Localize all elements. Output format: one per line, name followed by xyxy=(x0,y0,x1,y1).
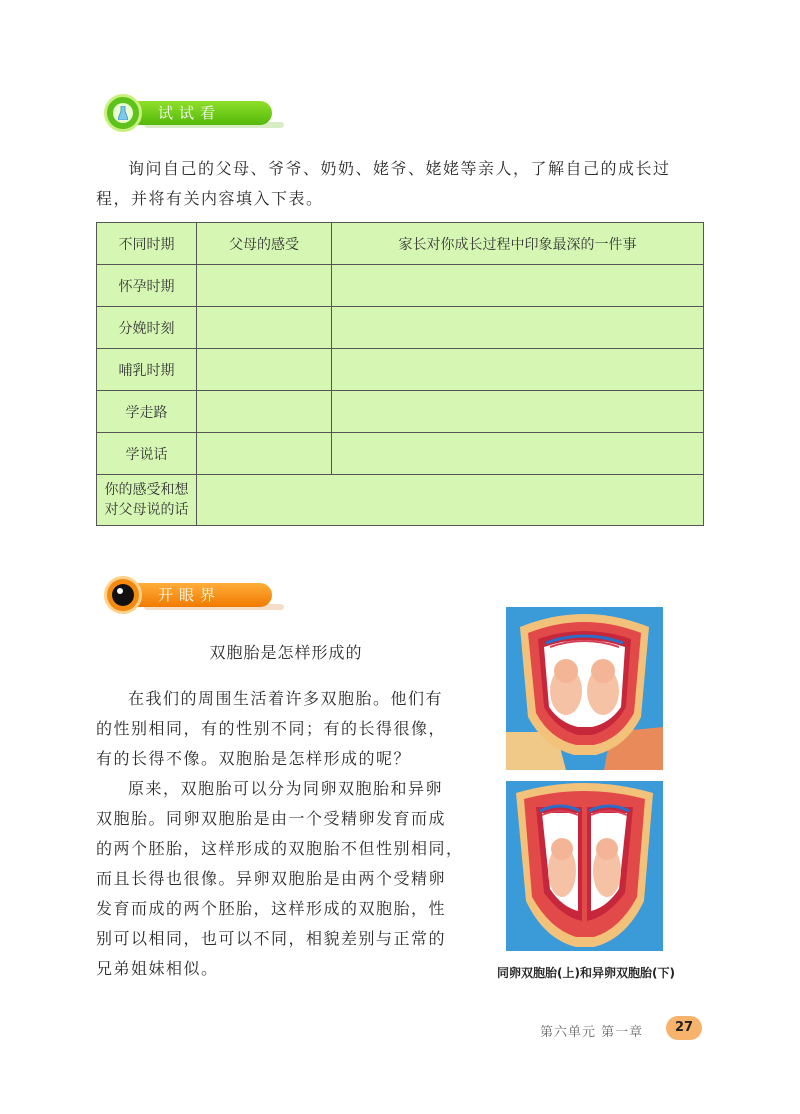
table-row xyxy=(97,391,704,433)
try-intro-line-2: 程，并将有关内容填入下表。 xyxy=(96,189,324,208)
table-row-label-message xyxy=(97,475,197,526)
chapter-label: 第六单元 第一章 xyxy=(540,1025,644,1040)
broaden-horizons-badge-label: 开眼界 xyxy=(122,583,272,607)
table-cell-feeling[interactable] xyxy=(197,265,332,307)
illustration-caption: 同卵双胞胎(上)和异卵双胞胎(下) xyxy=(497,966,675,980)
table-header-memorable-event: 家长对你成长过程中印象最深的一件事 xyxy=(332,223,704,265)
table-header-row xyxy=(97,223,704,265)
flask-icon xyxy=(104,94,142,132)
table-header-period: 不同时期 xyxy=(97,223,197,265)
paragraph-2-line-4: 而且长得也很像。异卵双胞胎是由两个受精卵 xyxy=(96,869,447,888)
table-cell-feeling[interactable] xyxy=(197,433,332,475)
table-cell-event[interactable] xyxy=(332,265,704,307)
table-header-parents-feeling: 父母的感受 xyxy=(197,223,332,265)
paragraph-2-line-5: 发育而成的两个胚胎，这样形成的双胞胎，性 xyxy=(96,899,447,918)
paragraph-1-line-1: 在我们的周围生活着许多双胞胎。他们有 xyxy=(128,689,444,708)
table-cell-event[interactable] xyxy=(332,391,704,433)
try-it-badge xyxy=(104,94,284,132)
eye-icon xyxy=(104,576,142,614)
paragraph-1-line-3: 有的长得不像。双胞胎是怎样形成的呢？ xyxy=(96,749,412,768)
paragraph-1-line-2: 的性别相同，有的性别不同；有的长得很像， xyxy=(96,719,447,738)
article-title: 双胞胎是怎样形成的 xyxy=(209,643,363,662)
page-number: 27 xyxy=(666,1016,702,1040)
table-cell-message[interactable] xyxy=(197,475,704,526)
paragraph-2-line-1: 原来，双胞胎可以分为同卵双胞胎和异卵 xyxy=(128,779,444,798)
identical-twins-illustration xyxy=(506,607,663,770)
message-label-line-2: 对父母说的话 xyxy=(104,502,189,518)
table-row xyxy=(97,307,704,349)
table-row-label: 学走路 xyxy=(97,391,197,433)
table-row-message xyxy=(97,475,704,526)
table-row xyxy=(97,265,704,307)
paragraph-2-line-6: 别可以相同，也可以不同，相貌差别与正常的 xyxy=(96,929,447,948)
table-row-label: 学说话 xyxy=(97,433,197,475)
try-intro-line-1: 询问自己的父母、爷爷、奶奶、姥爷、姥姥等亲人，了解自己的成长过 xyxy=(128,159,671,178)
table-cell-event[interactable] xyxy=(332,307,704,349)
table-cell-feeling[interactable] xyxy=(197,391,332,433)
table-row xyxy=(97,433,704,475)
paragraph-2-line-3: 的两个胚胎，这样形成的双胞胎不但性别相同， xyxy=(96,839,464,858)
table-cell-feeling[interactable] xyxy=(197,307,332,349)
try-it-badge-label: 试试看 xyxy=(122,101,272,125)
table-row-label: 怀孕时期 xyxy=(97,265,197,307)
table-cell-event[interactable] xyxy=(332,433,704,475)
fraternal-twins-illustration xyxy=(506,781,663,951)
paragraph-2-line-2: 双胞胎。同卵双胞胎是由一个受精卵发育而成 xyxy=(96,809,447,828)
growth-record-table xyxy=(96,222,704,526)
table-cell-feeling[interactable] xyxy=(197,349,332,391)
message-label-line-1: 你的感受和想 xyxy=(104,482,189,498)
table-cell-event[interactable] xyxy=(332,349,704,391)
table-row xyxy=(97,349,704,391)
broaden-horizons-badge xyxy=(104,576,284,614)
table-row-label: 哺乳时期 xyxy=(97,349,197,391)
paragraph-2-line-7: 兄弟姐妹相似。 xyxy=(96,959,219,978)
table-row-label: 分娩时刻 xyxy=(97,307,197,349)
